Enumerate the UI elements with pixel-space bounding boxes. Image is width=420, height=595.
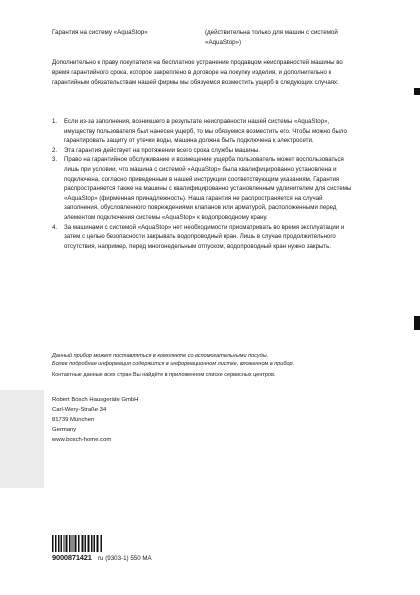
condition-number: 4. [52, 223, 58, 231]
condition-item [52, 117, 356, 146]
barcode [52, 535, 102, 552]
manufacturer-address [52, 395, 202, 445]
accessory-notes [52, 353, 372, 380]
margin-panel [0, 390, 44, 488]
country: Germany [52, 427, 77, 434]
document-language-code: ru (9303-1) 550 MA [98, 555, 152, 562]
warranty-title: Гарантия на систему «AquaStop» [52, 29, 148, 36]
warranty-applicability-note: (действительна только для машин с системой «AquaStop») [205, 29, 338, 46]
service-contact-note: Контактные данные всех стран Вы найдёте в приложенном списке сервисных центров. [52, 372, 276, 379]
page-edge-mark [414, 316, 420, 330]
document-number: 9000871421 [52, 553, 92, 562]
condition-item [52, 155, 356, 222]
street: Carl-Wery-Straße 34 [52, 407, 107, 414]
condition-number: 3. [52, 156, 58, 164]
note-line: Данный прибор может поставляться в комплекте со вспомогательными посуды. [52, 353, 269, 359]
condition-item [52, 146, 356, 156]
warranty-conditions-list [52, 117, 356, 251]
note-line: Более подробная информация содержится в информационном листке, вложенном в прибор. [52, 360, 295, 367]
condition-text: Эта гарантия действует на протяжении всего срока службы машины. [64, 146, 260, 154]
website: www.bosch-home.com [52, 437, 112, 444]
condition-item [52, 223, 356, 252]
condition-number: 2. [52, 146, 58, 154]
city: 81739 München [52, 417, 95, 424]
condition-text: Право на гарантийное обслуживание и возмещение ущерба пользователь может воспользоваться лишь при условии, что машина с системой «AquaStop» была квалифицированно установлена и подключена, согласно приведенным в нашей инструкции соответствующим указаниям. Гарантия распространяется также на машины с квалифицированно установленным удлинителем для системы «AquaStop» (фирменная принадлежность). Наша гарантия не распространяется на случай заполнения, обусловленного повреждениями клапанов или арматурой, расположенными перед элементом подключения системы «AquaStop» к водопроводному крану. [64, 156, 352, 221]
page-edge-mark [414, 88, 420, 95]
condition-text: За машинами с системой «AquaStop» нет необходимости присматривать во время эксплуатации и затем с целью безопасности закрывать водопроводный кран. Лишь в случае продолжительного отсутствия, например, перед многонедельным отпуском, водопроводный кран нужно закрыть. [64, 223, 345, 250]
intro-paragraph: Дополнительно к праву покупателя на бесплатное устранение продавцом неисправностей машины во время гарантийного срока, которое закреплено в договоре на покупку изделия, и дополнительно к гарантийным обязательствам нашей фирмы мы обязуемся возместить ущерб в следующих случаях: [52, 59, 343, 86]
condition-text: Если из-за заполнения, возникшего в результате неисправности нашей системы «AquaStop», имуществу пользователя был нанесен ущерб, то мы обязуемся возместить его. Чтобы можно было гарантировать защиту от утечки воды, машина должна быть подключена к электросети. [64, 118, 347, 145]
condition-number: 1. [52, 118, 58, 125]
company-name: Robert Bosch Hausgeräte GmbH [52, 397, 139, 403]
